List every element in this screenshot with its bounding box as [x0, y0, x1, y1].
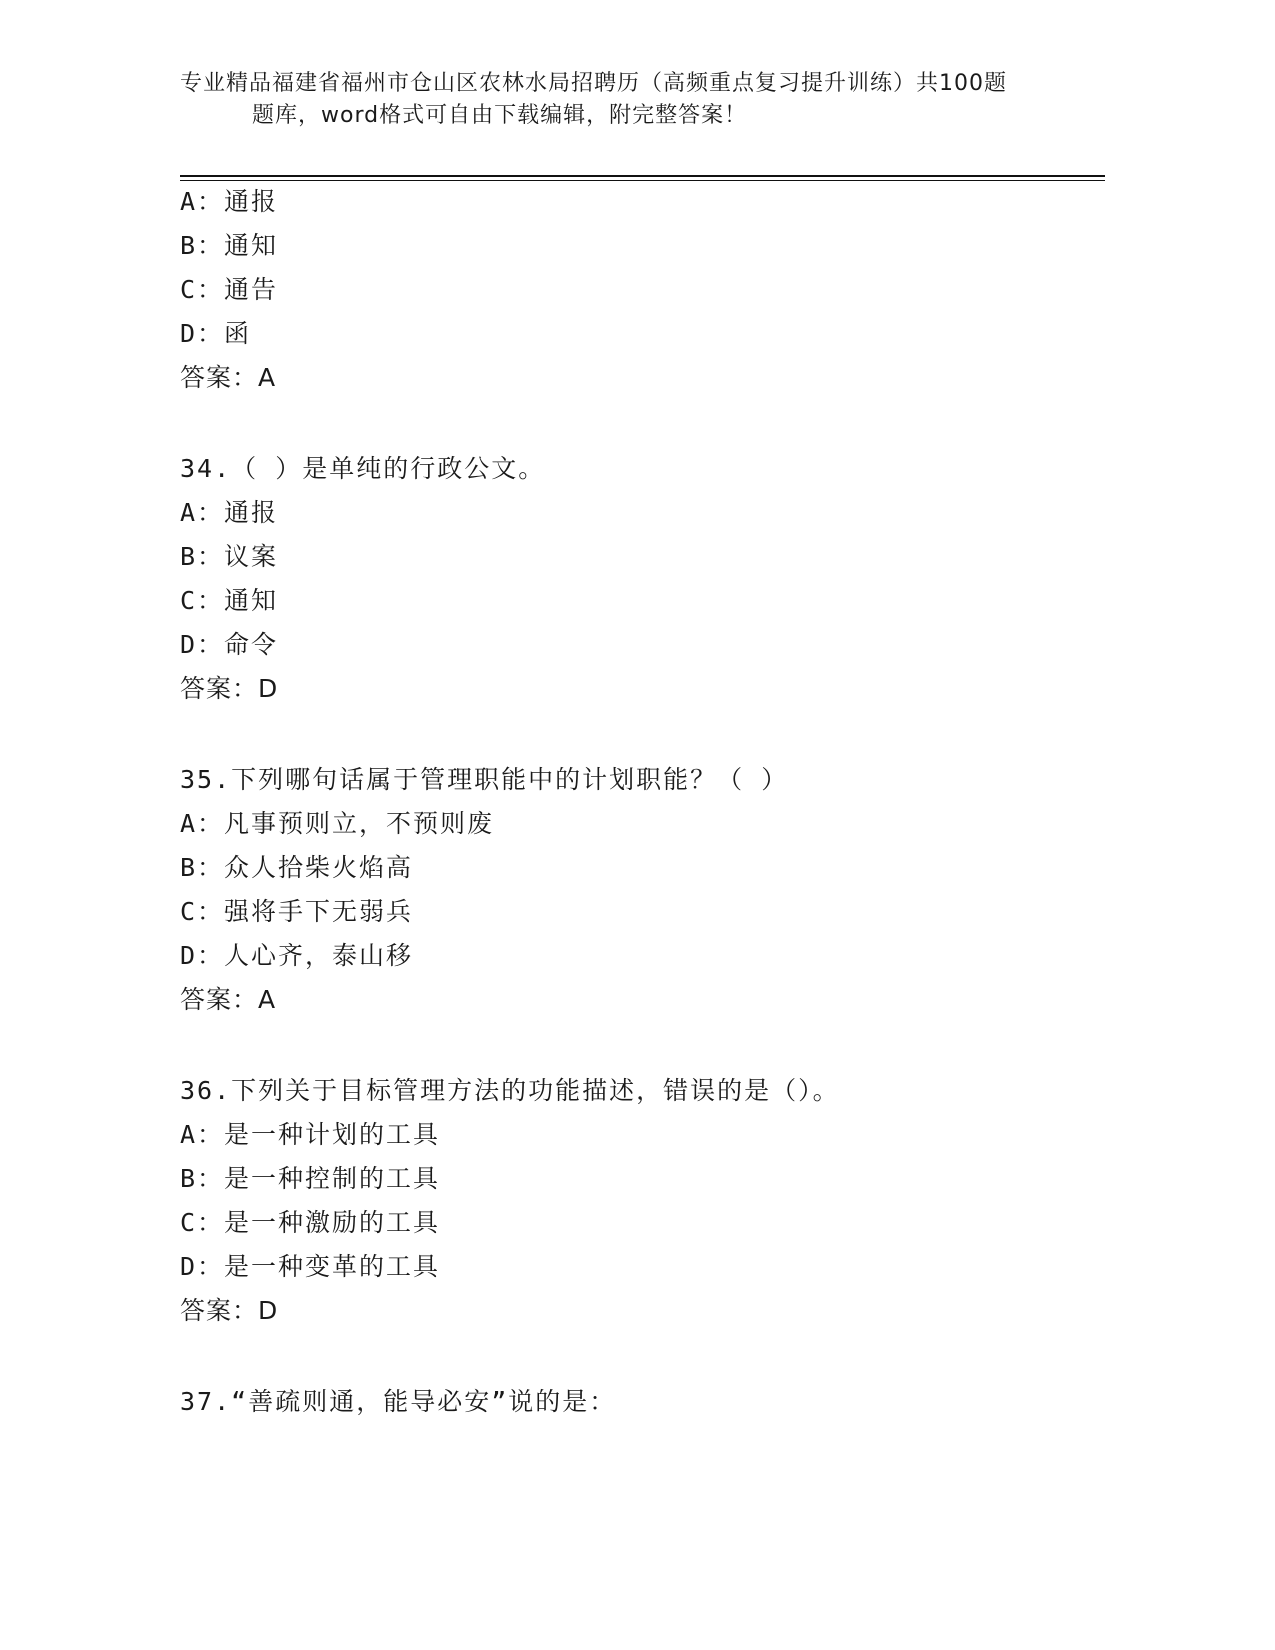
option-d: D：人心齐，泰山移 — [180, 941, 414, 970]
option-d: D：是一种变革的工具 — [180, 1252, 441, 1281]
question-stem: 37.“善疏则通，能导必安”说的是： — [180, 1387, 617, 1416]
option-b: B：是一种控制的工具 — [180, 1164, 441, 1193]
header-title-line-2: 题库，word格式可自由下载编辑，附完整答案！ — [252, 103, 748, 128]
question-35 — [180, 758, 1105, 1022]
question-stem: 36.下列关于目标管理方法的功能描述，错误的是（）。 — [180, 1076, 840, 1105]
option-c: C：通告 — [180, 275, 279, 304]
option-c: C：是一种激励的工具 — [180, 1208, 441, 1237]
option-d: D：函 — [180, 319, 252, 348]
option-b: B：通知 — [180, 231, 279, 260]
header-divider-thick — [180, 175, 1105, 177]
option-c: C：强将手下无弱兵 — [180, 897, 414, 926]
document-header — [180, 68, 1060, 132]
question-stem: 34.（ ）是单纯的行政公文。 — [180, 454, 546, 483]
question-34 — [180, 447, 1105, 711]
option-b: B：议案 — [180, 542, 279, 571]
header-title-line-1: 专业精品福建省福州市仓山区农林水局招聘历（高频重点复习提升训练）共100题 — [180, 71, 1007, 96]
answer-line: 答案：A — [180, 985, 277, 1014]
option-a: A：凡事预则立，不预则废 — [180, 809, 495, 838]
question-37 — [180, 1380, 1105, 1424]
question-33 — [180, 180, 1105, 400]
answer-line: 答案：D — [180, 674, 279, 703]
question-list — [180, 180, 1105, 1424]
question-36 — [180, 1069, 1105, 1333]
option-a: A：通报 — [180, 498, 279, 527]
answer-line: 答案：D — [180, 1296, 279, 1325]
option-a: A：是一种计划的工具 — [180, 1120, 441, 1149]
answer-line: 答案：A — [180, 363, 277, 392]
option-d: D：命令 — [180, 630, 279, 659]
question-stem: 35.下列哪句话属于管理职能中的计划职能？（ ） — [180, 765, 789, 794]
option-b: B：众人拾柴火焰高 — [180, 853, 414, 882]
option-c: C：通知 — [180, 586, 279, 615]
option-a: A：通报 — [180, 187, 279, 216]
